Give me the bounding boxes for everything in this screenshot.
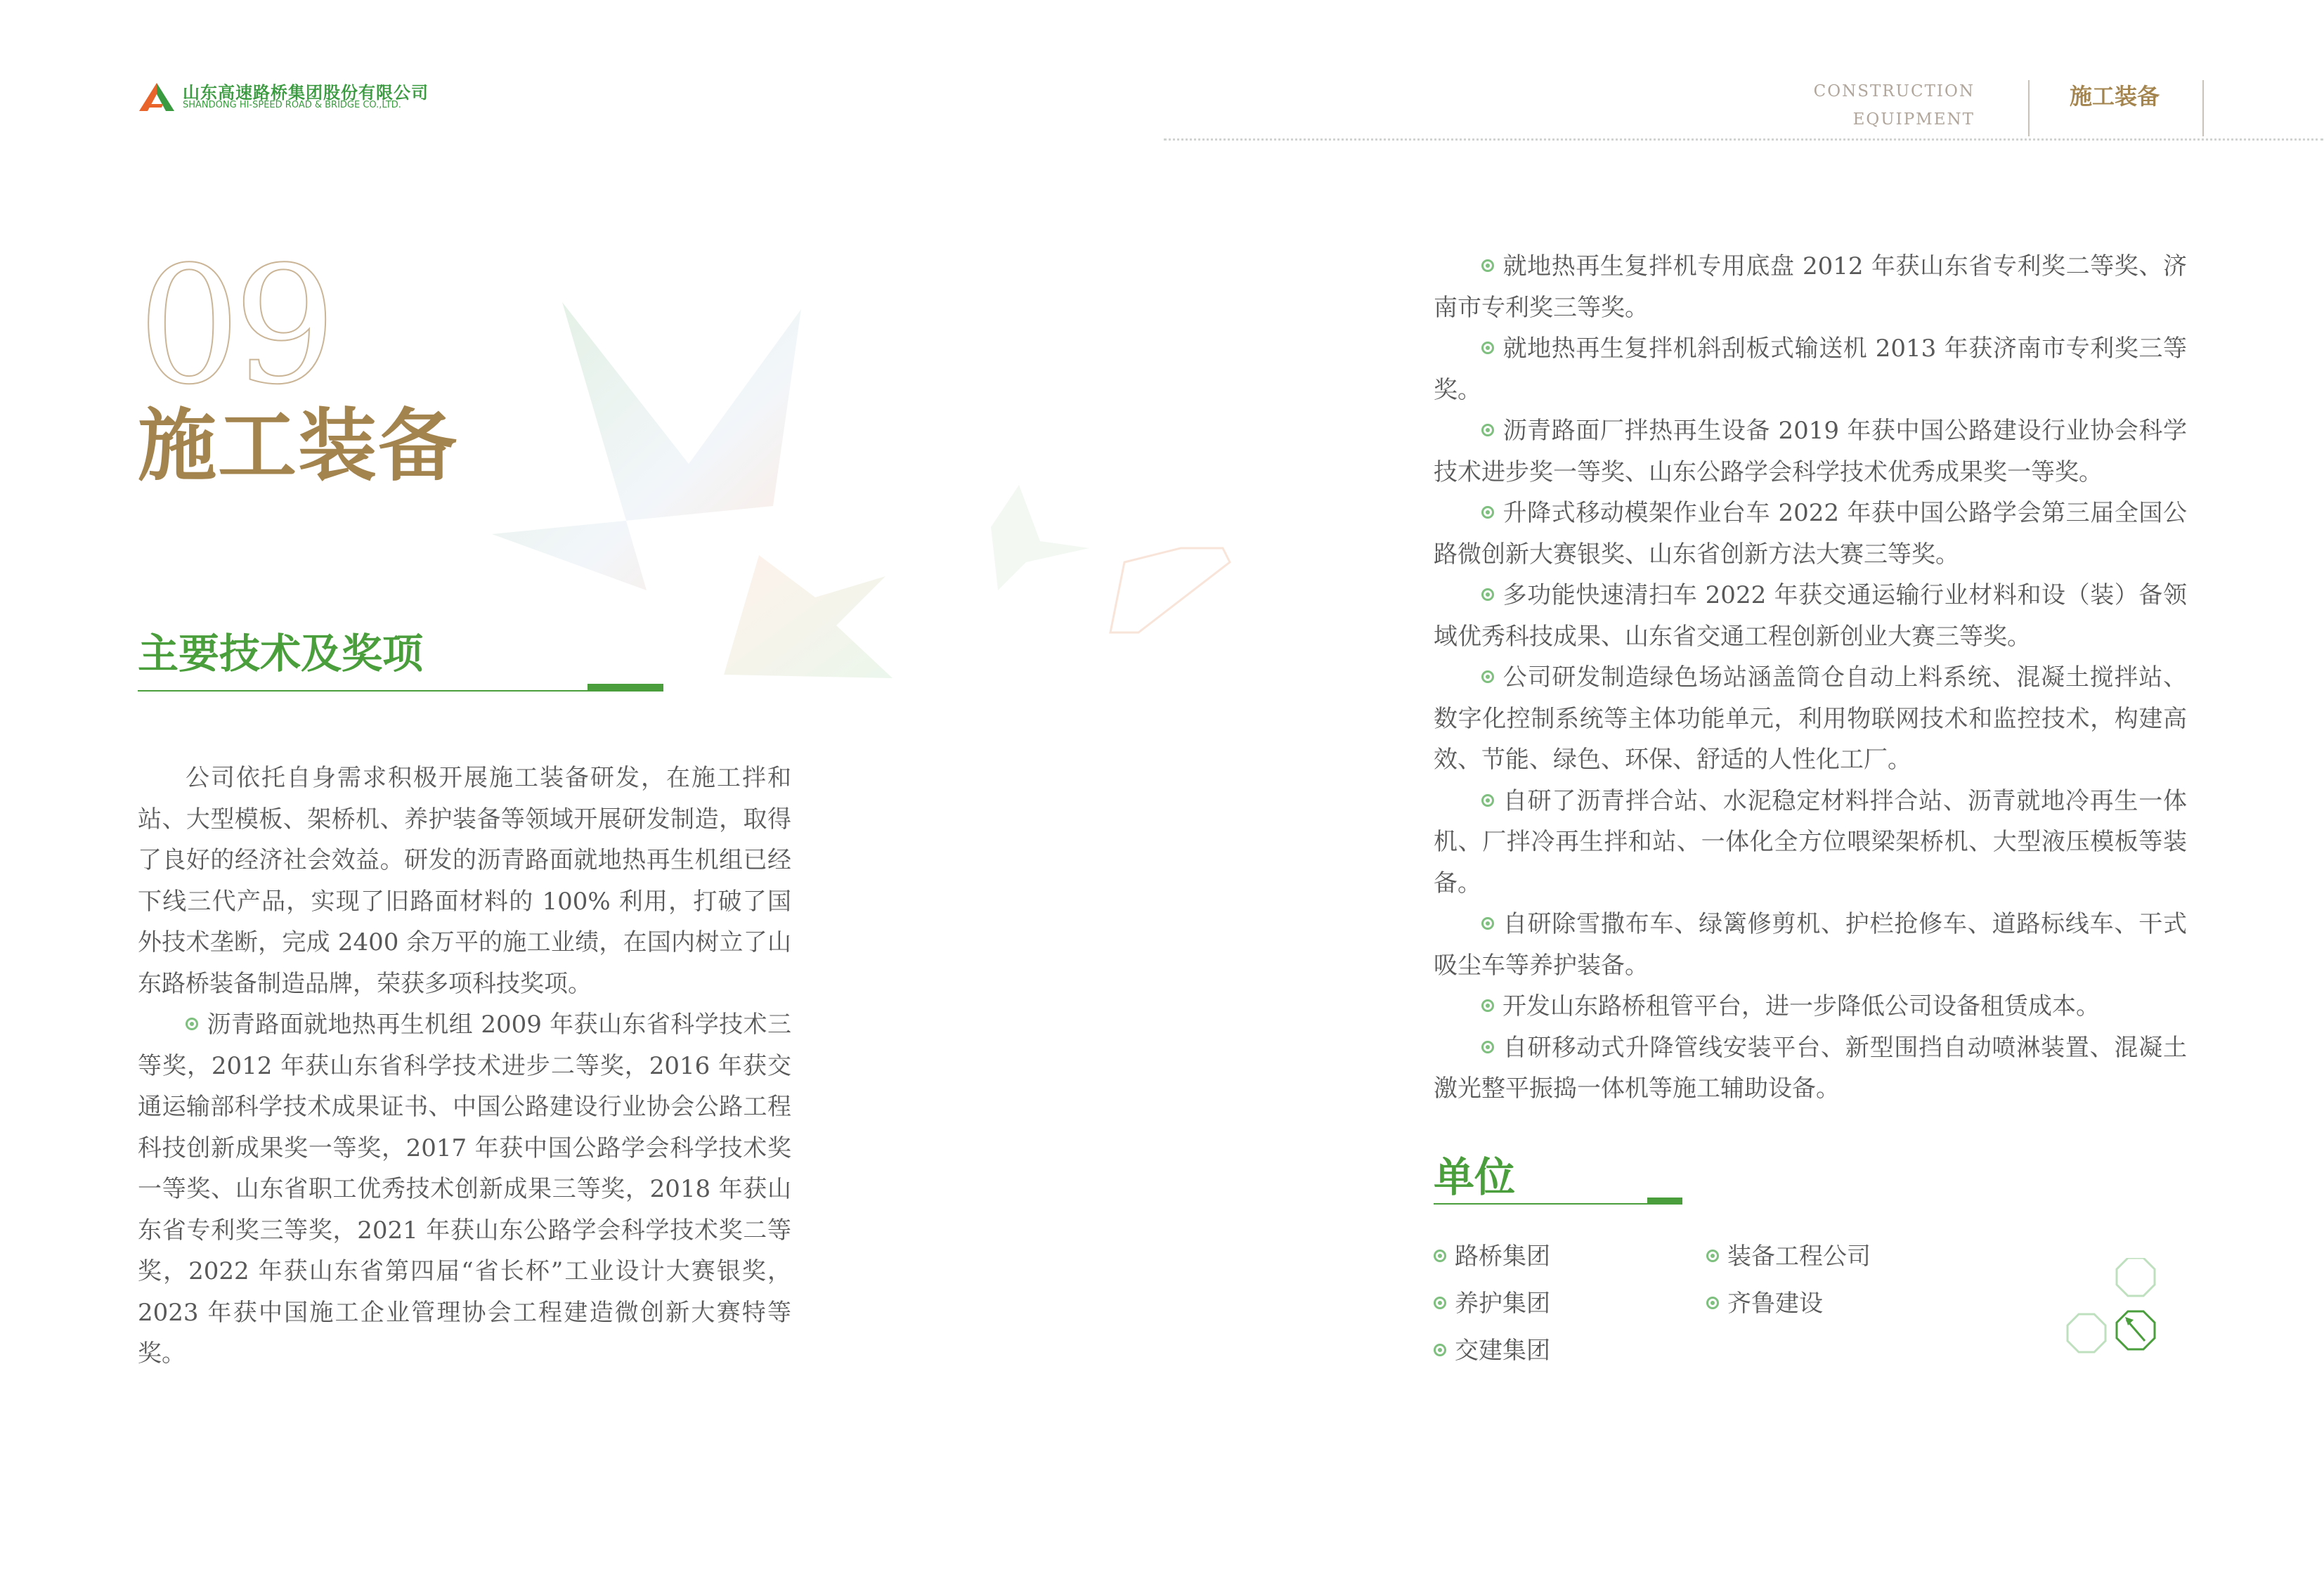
header-divider bbox=[2028, 80, 2030, 136]
bullet-circle-icon bbox=[186, 1018, 198, 1030]
award-item-text: 开发山东路桥租管平台，进一步降低公司设备租赁成本。 bbox=[1502, 992, 2100, 1020]
award-item-text: 公司研发制造绿色场站涵盖筒仓自动上料系统、混凝土搅拌站、数字化控制系统等主体功能单元，利用物联网技术和监控技术，构建高效、节能、绿色、环保、舒适的人性化工厂。 bbox=[1434, 663, 2187, 774]
bullet-circle-icon bbox=[1481, 342, 1494, 354]
award-item-text: 就地热再生复拌机斜刮板式输送机 2013 年获济南市专利奖三等奖。 bbox=[1434, 335, 2187, 404]
chapter-number: 09 bbox=[138, 233, 330, 420]
unit-item-label: 路桥集团 bbox=[1455, 1242, 1550, 1271]
header-section-en bbox=[1799, 77, 1975, 134]
bullet-circle-icon bbox=[1481, 588, 1494, 601]
award-item bbox=[1434, 657, 2187, 781]
bullet-circle-icon bbox=[1706, 1297, 1719, 1309]
award-item bbox=[1434, 246, 2187, 328]
bullet-circle-icon bbox=[1481, 506, 1494, 519]
award-item-text: 自研移动式升降管线安装平台、新型围挡自动喷淋装置、混凝土激光整平振捣一体机等施工辅助设备。 bbox=[1434, 1033, 2187, 1103]
chapter-title: 施工装备 bbox=[138, 401, 458, 492]
bullet-circle-icon bbox=[1481, 670, 1494, 683]
unit-item bbox=[1434, 1331, 1550, 1365]
unit-item-label: 养护集团 bbox=[1455, 1290, 1550, 1318]
tech-left-column bbox=[138, 758, 791, 1375]
tech-section-rule bbox=[138, 690, 663, 692]
logo-mark-icon bbox=[138, 82, 176, 112]
units-section-rule bbox=[1434, 1203, 1682, 1205]
bullet-circle-icon bbox=[1481, 259, 1494, 272]
unit-item bbox=[1706, 1237, 1871, 1271]
tech-section-accent-bar bbox=[588, 684, 663, 691]
award-item bbox=[1434, 328, 2187, 410]
unit-item-label: 交建集团 bbox=[1455, 1337, 1550, 1365]
header-section-cn: 施工装备 bbox=[2070, 83, 2160, 110]
header-section-en-line1: CONSTRUCTION bbox=[1813, 82, 1975, 100]
bullet-circle-icon bbox=[1434, 1297, 1446, 1309]
award-item-text: 沥青路面厂拌热再生设备 2019 年获中国公路建设行业协会科学技术进步奖一等奖、山东公路学会科学技术优秀成果奖一等奖。 bbox=[1434, 417, 2187, 486]
award-item bbox=[1434, 781, 2187, 904]
unit-item-label: 齐鲁建设 bbox=[1727, 1290, 1823, 1318]
award-item bbox=[1434, 1027, 2187, 1110]
company-logo bbox=[138, 79, 447, 118]
bullet-circle-icon bbox=[1434, 1344, 1446, 1356]
logo-company-name-cn: 山东高速路桥集团股份有限公司 bbox=[183, 83, 429, 103]
award-item bbox=[1434, 904, 2187, 986]
unit-item-label: 装备工程公司 bbox=[1727, 1242, 1871, 1271]
award-item bbox=[1434, 575, 2187, 657]
award-item bbox=[1434, 986, 2187, 1027]
bullet-circle-icon bbox=[1481, 999, 1494, 1012]
award-item bbox=[1434, 493, 2187, 575]
bullet-circle-icon bbox=[1481, 1041, 1494, 1053]
header-divider bbox=[2202, 80, 2204, 136]
decorative-hexagons-compass-icon bbox=[2066, 1258, 2193, 1370]
bullet-circle-icon bbox=[1481, 917, 1494, 930]
bullet-circle-icon bbox=[1706, 1250, 1719, 1262]
award-item-text: 升降式移动模架作业台车 2022 年获中国公路学会第三届全国公路微创新大赛银奖、山东省创新方法大赛三等奖。 bbox=[1434, 499, 2187, 569]
header-dotted-rule bbox=[1164, 138, 2323, 141]
bullet-circle-icon bbox=[1481, 794, 1494, 807]
decorative-stars-graphic bbox=[478, 295, 1265, 689]
award-item-text: 沥青路面就地热再生机组 2009 年获山东省科学技术三等奖，2012 年获山东省科学技术进步二等奖，2016 年获交通运输部科学技术成果证书、中国公路建设行业协会公路工程科技创新成果奖一等奖，2017 年获中国公路学会科学技术奖一等奖、山东省职工优秀技术创新成果三等奖，2018 年获山东省专利奖三等奖，2021 年获山东公路学会科学技术奖二等奖，2022 年获山东省第四届“省长杯”工业设计大赛银奖，2023 年获中国施工企业管理协会工程建造微创新大赛特等奖。 bbox=[138, 1011, 791, 1368]
award-item-text: 自研了沥青拌合站、水泥稳定材料拌合站、沥青就地冷再生一体机、厂拌冷再生拌和站、一体化全方位喂梁架桥机、大型液压模板等装备。 bbox=[1434, 786, 2187, 897]
bullet-circle-icon bbox=[1434, 1250, 1446, 1262]
tech-section-title: 主要技术及奖项 bbox=[138, 630, 424, 677]
unit-item bbox=[1434, 1284, 1550, 1318]
units-section-title: 单位 bbox=[1434, 1153, 1516, 1201]
tech-intro-paragraph: 公司依托自身需求积极开展施工装备研发，在施工拌和站、大型模板、架桥机、养护装备等领域开展研发制造，取得了良好的经济社会效益。研发的沥青路面就地热再生机组已经下线三代产品，实现了旧路面材料的 100% 利用，打破了国外技术垄断，完成 2400 余万平的施工业绩，在国内树立了山东路桥装备制造品牌，荣获多项科技奖项。 bbox=[138, 764, 791, 998]
award-item bbox=[1434, 410, 2187, 493]
bullet-circle-icon bbox=[1481, 424, 1494, 436]
header-section-en-line2: EQUIPMENT bbox=[1852, 110, 1975, 129]
tech-right-column bbox=[1434, 246, 2187, 1110]
unit-item bbox=[1706, 1284, 1823, 1318]
award-item-text: 就地热再生复拌机专用底盘 2012 年获山东省专利奖二等奖、济南市专利奖三等奖。 bbox=[1434, 252, 2187, 322]
logo-company-name-en: SHANDONG HI-SPEED ROAD & BRIDGE CO.,LTD. bbox=[183, 100, 401, 110]
unit-item bbox=[1434, 1237, 1550, 1271]
award-item bbox=[138, 1004, 791, 1375]
units-section-accent-bar bbox=[1647, 1198, 1682, 1205]
award-item-text: 多功能快速清扫车 2022 年获交通运输行业材料和设（装）备领域优秀科技成果、山东省交通工程创新创业大赛三等奖。 bbox=[1434, 581, 2187, 651]
award-item-text: 自研除雪撒布车、绿篱修剪机、护栏抢修车、道路标线车、干式吸尘车等养护装备。 bbox=[1434, 910, 2187, 980]
